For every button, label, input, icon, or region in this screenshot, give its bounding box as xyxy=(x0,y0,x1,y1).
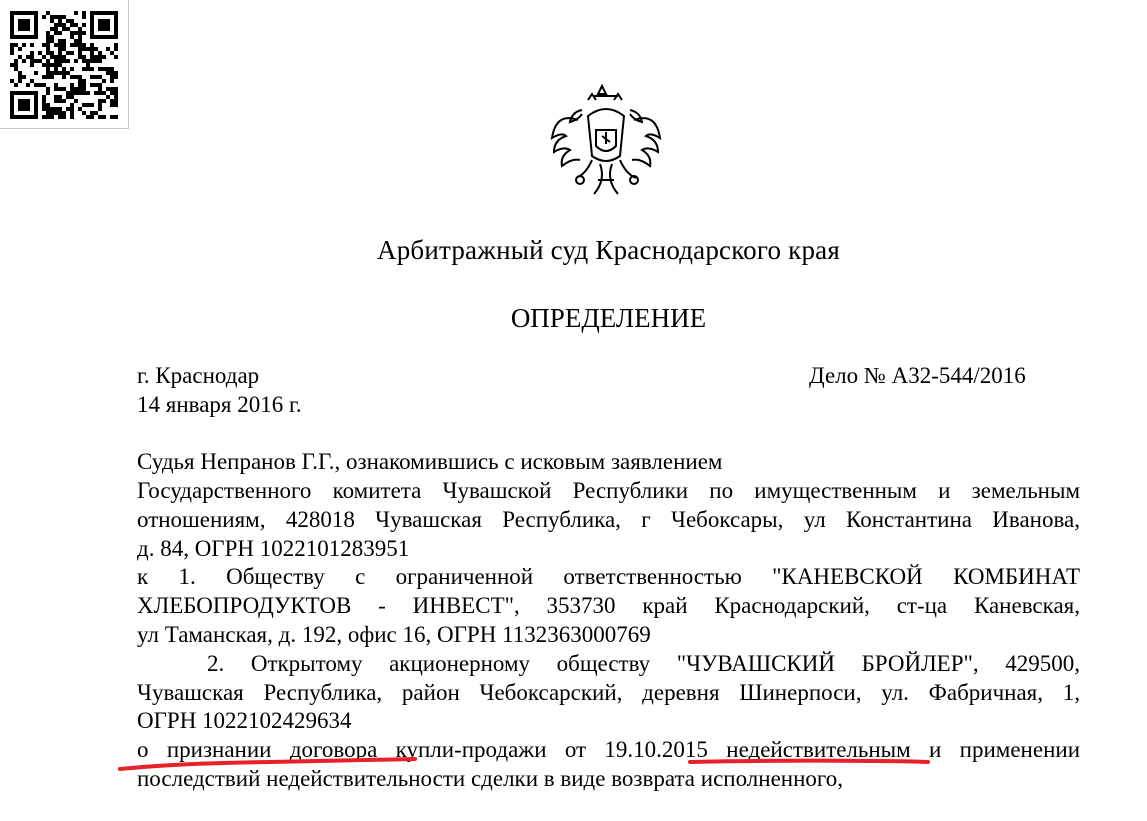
body-line: ХЛЕБОПРОДУКТОВ - ИНВЕСТ", 353730 край Краснодарский, ст-ца Каневская, xyxy=(137,593,1080,618)
body-line: д. 84, ОГРН 1022101283951 xyxy=(137,536,410,561)
body-line: отношениям, 428018 Чувашская Республика, г Чебоксары, ул Константина Иванова, xyxy=(137,507,1080,532)
court-name: Арбитражный суд Краснодарского края xyxy=(377,235,840,265)
body-line: ОГРН 1022102429634 xyxy=(137,708,352,733)
qr-code xyxy=(0,0,129,129)
body-line: Чувашская Республика, район Чебоксарский, деревня Шинерпоси, ул. Фабричная, 1, xyxy=(137,680,1080,705)
body-line: о признании договора купли-продажи от 19.10.2015 недействительным и применении xyxy=(137,737,1080,762)
body-line: Судья Непранов Г.Г., ознакомившись с исковым заявлением xyxy=(137,449,723,474)
coat-of-arms-emblem xyxy=(548,80,664,200)
body-line: ул Таманская, д. 192, офис 16, ОГРН 1132363000769 xyxy=(137,622,651,647)
body-line: Государственного комитета Чувашской Республики по имущественным и земельным xyxy=(137,478,1080,503)
document-title: ОПРЕДЕЛЕНИЕ xyxy=(510,303,707,333)
case-number: Дело № А32-544/2016 xyxy=(809,363,1026,388)
body-line: к 1. Обществу с ограниченной ответственностью "КАНЕВСКОЙ КОМБИНАТ xyxy=(137,564,1080,589)
body-line: последствий недействительности сделки в виде возврата исполненного, xyxy=(137,766,844,791)
body-line: 2. Открытому акционерному обществу "ЧУВАШСКИЙ БРОЙЛЕР", 429500, xyxy=(207,651,1080,676)
date: 14 января 2016 г. xyxy=(137,392,302,417)
city: г. Краснодар xyxy=(137,363,260,388)
